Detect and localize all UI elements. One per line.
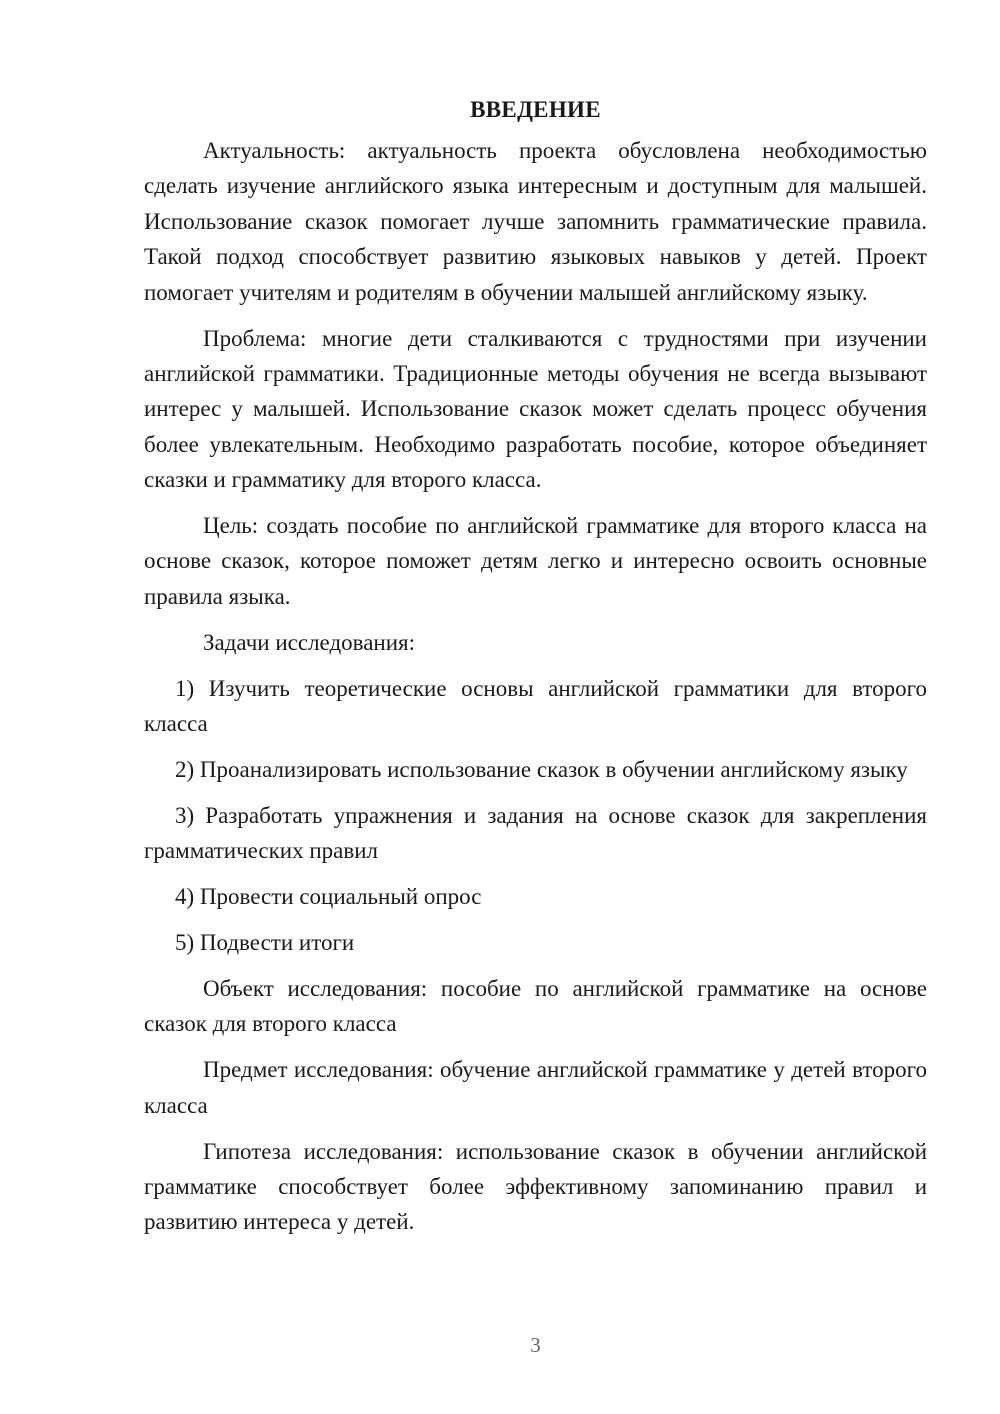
hypothesis-paragraph: Гипотеза исследования: использование сказок в обучении английской грамматике способствует более эффективному запоминанию правил и развитию интереса у детей. <box>144 1138 927 1235</box>
problem-paragraph: Проблема: многие дети сталкиваются с трудностями при изучении английской грамматики. Традиционные методы обучения не всегда вызывают интерес у малышей. Использование сказок может сделать процесс обучения более увлекательным. Необходимо разработать пособие, которое объединяет сказки и грамматику для второго класса. <box>144 325 927 493</box>
tasks-list <box>144 671 927 961</box>
document-page <box>144 92 927 1250</box>
tasks-heading: Задачи исследования: <box>203 629 416 655</box>
task-item-1: 1) Изучить теоретические основы английской грамматики для второго класса <box>144 675 927 737</box>
relevance-paragraph: Актуальность: актуальность проекта обусловлена необходимостью сделать изучение английского языка интересным и доступным для малышей. Использование сказок помогает лучше запомнить грамматические правила. Такой подход способствует развитию языковых навыков у детей. Проект помогает учителям и родителям в обучении малышей английскому языку. <box>144 138 927 305</box>
task-item-5: 5) Подвести итоги <box>175 930 355 956</box>
task-item-3: 3) Разработать упражнения и задания на основе сказок для закрепления грамматических правил <box>144 802 927 864</box>
page-number: 3 <box>530 1333 541 1357</box>
goal-paragraph: Цель: создать пособие по английской грамматике для второго класса на основе сказок, которое поможет детям легко и интересно освоить основные правила языка. <box>144 513 927 609</box>
task-item-4: 4) Провести социальный опрос <box>175 884 482 910</box>
page-title: ВВЕДЕНИЕ <box>470 97 601 122</box>
task-item-2: 2) Проанализировать использование сказок в обучении английскому языку <box>175 757 908 782</box>
object-paragraph: Объект исследования: пособие по английской грамматике на основе сказок для второго класса <box>144 976 927 1037</box>
subject-paragraph: Предмет исследования: обучение английской грамматике у детей второго класса <box>144 1057 927 1118</box>
